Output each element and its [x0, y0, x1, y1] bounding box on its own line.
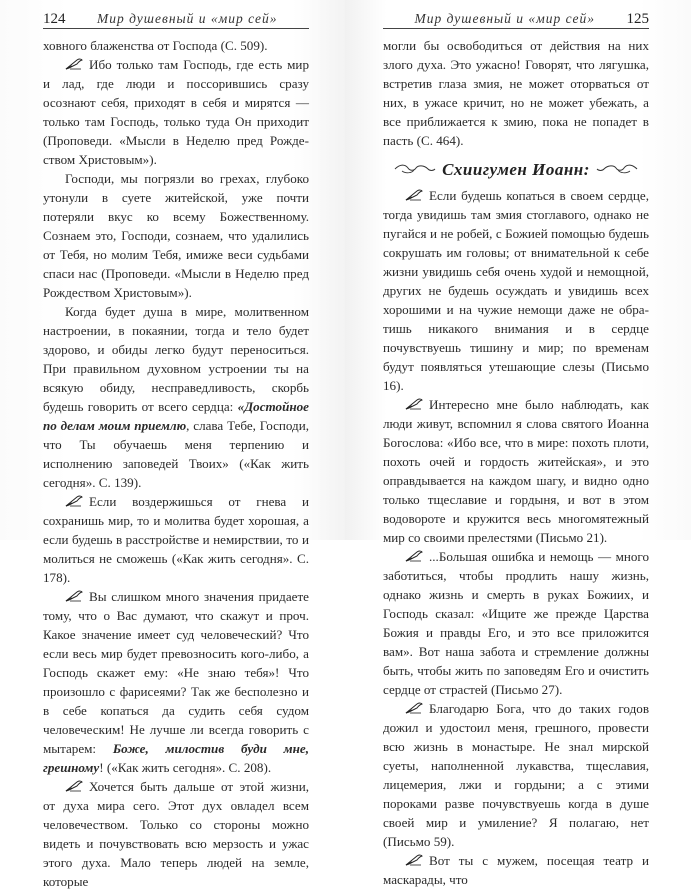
paragraph	[383, 851, 649, 889]
paragraph-text: Интересно мне было наблюдать, как люди живут, вспомнил я слова святого Иоанна Богослова: «Ибо все, что в мире: похоть плоти, похоть очей и гордость житейская», и это оправдывается на каждом шагу, и видно одно только тщеславие и гордыня, и вот в этом водовороте и кружится весь многомятежный мир со своими прелестями (Письмо 21).	[383, 397, 649, 545]
paragraph-text: Если воздержишься от гнева и сохранишь мир, то и молитва будет хорошая, а если будешь в расстройстве и немирствии, то и молиться не сможешь («Как жить сегодня». С. 178).	[43, 494, 309, 585]
paragraph	[383, 186, 649, 395]
paragraph-text: , слава Тебе, Господи, что Ты обучаешь меня терпению и исполнению заповедей Твоих» («Как жить сегодня». С. 139).	[43, 418, 310, 490]
paragraph	[43, 55, 309, 169]
left-page-header	[43, 10, 309, 29]
quill-pen-icon	[65, 590, 83, 602]
right-page	[345, 0, 691, 887]
left-page-body	[43, 36, 309, 891]
paragraph-text: Вот ты с мужем, посещая театр и маскарады, что	[383, 853, 649, 887]
paragraph-text: ховного блаженства от Господа (С. 509).	[43, 38, 268, 53]
paragraph	[383, 699, 649, 851]
quill-pen-icon	[65, 58, 83, 70]
paragraph-text: Ибо только там Господь, где есть мир и лад, где люди и поссорившись сразу осознают себя, приходят в себя и мирятся — только там Господь, только туда Он приходит (Проповеди. «Мысли в Неделю пред Рождеством Христовым»).	[43, 57, 309, 167]
quill-pen-icon	[65, 780, 83, 792]
page-number: 124	[43, 11, 66, 27]
quill-pen-icon	[405, 702, 423, 714]
paragraph	[43, 587, 309, 777]
running-title: Мир душевный и «мир сей»	[97, 11, 278, 26]
quill-pen-icon	[405, 398, 423, 410]
paragraph-text: ...Большая ошибка и немощь — много заботиться, чтобы продлить нашу жизнь, однако жизнь и смерть в руках Божиих, и Господь сказал: «Ищите же прежде Царства Божия и правды Его, и это все приложится вам». Вот наша забота и стремление должны быть, чтобы жить по заповедям Его и очистить сердце от страстей (Письмо 27).	[383, 549, 649, 697]
quill-pen-icon	[405, 189, 423, 201]
quill-pen-icon	[65, 495, 83, 507]
paragraph	[383, 547, 649, 699]
paragraph	[43, 169, 309, 302]
paragraph-text: Благодарю Бога, что до таких годов дожил и удостоил меня, грешного, провести всю жизнь в монастыре. Не знал мирской суеты, наполненной лукавства, тщеславия, лицемерия, лжи и гордыни; а с этими пороками разве почувствуешь когда в душе своей мир и умиление? Я полагаю, нет (Письмо 59).	[383, 701, 649, 849]
section-heading-text: Схиигумен Иоанн:	[442, 159, 590, 179]
quill-pen-icon	[405, 854, 423, 866]
paragraph	[383, 395, 649, 547]
right-paragraphs	[383, 186, 649, 889]
paragraph-text: ! («Как жить сегодня». С. 208).	[99, 760, 272, 775]
section-heading	[383, 159, 649, 179]
right-page-body	[383, 36, 649, 889]
paragraph	[43, 302, 309, 492]
page-number: 125	[626, 11, 649, 27]
paragraph-text: Господи, мы погрязли во грехах, глубоко утонули в суете житейской, уже почти потеряли вкус ко всему Божественному. Сознаем это, Господи, сознаем, что удалились от Тебя, но молим Тебя, имиже веси судьбами спаси нас (Проповеди. «Мысли в Неделю пред Рождеством Христовым»).	[43, 171, 309, 300]
right-page-header	[383, 10, 649, 29]
paragraph-text: Если будешь копаться в своем сердце, тогда увидишь там змия стоглавого, однако не пугайся и не робей, с Божией помощью будешь сокрушать им головы; от внимательной к себе жизни увидишь себя очень худой и немощной, других не будешь осуждать и увидишь всех хорошими и на чужие немощи даже не обратишь никакого внимания и в сердце почувствуешь тишину и мир; по временам будут появляться утешающие слезы (Письмо 16).	[383, 188, 649, 393]
running-title: Мир душевный и «мир сей»	[414, 11, 595, 26]
intro-paragraph: могли бы освободиться от действия на них злого духа. Это ужасно! Говорят, что лягушка, встретив глаза змия, не может оторваться от них, в ужасе кричит, но не может убежать, а все приближается к змию, пока не попадет в пасть (С. 464).	[383, 38, 649, 148]
paragraph-text: Вы слишком много значения придаете тому, что о Вас думают, что скажут и проч. Какое значение имеет суд человеческий? Что если весь мир будет превозносить кого-либо, а Господь скажет ему: «Не знаю тебя»! Что произошло с фарисеями? Так же бесполезно и в себе копаться да судить себя судом человеческим! Не лучше ли всегда говорить с мытарем:	[43, 589, 309, 756]
paragraph	[43, 777, 309, 891]
quill-pen-icon	[405, 550, 423, 562]
paragraph-text: Когда будет душа в мире, молитвенном настроении, в покаянии, тогда и тело будет здорово, и обиды легко будут переноситься. При правильном духовном устроении ты на всякую обиду, несправедливость, скорбь будешь говорить от всего сердца:	[43, 304, 309, 414]
left-page	[0, 0, 345, 889]
flourish-ornament-icon	[394, 163, 436, 175]
emphasized-quote: Боже, милостив буди мне, грешному	[43, 741, 309, 775]
flourish-ornament-icon	[596, 163, 638, 175]
paragraph-text: Хочется быть дальше от этой жизни, от духа мира сего. Этот дух овладел всем человечеством. Только со стороны можно видеть и почувствовать всю мерзость и ужас этого духа. Мало теперь людей на земле, которые	[43, 779, 309, 889]
paragraph	[43, 36, 309, 55]
emphasized-quote: «Достойное по делам моим приемлю	[43, 399, 309, 433]
